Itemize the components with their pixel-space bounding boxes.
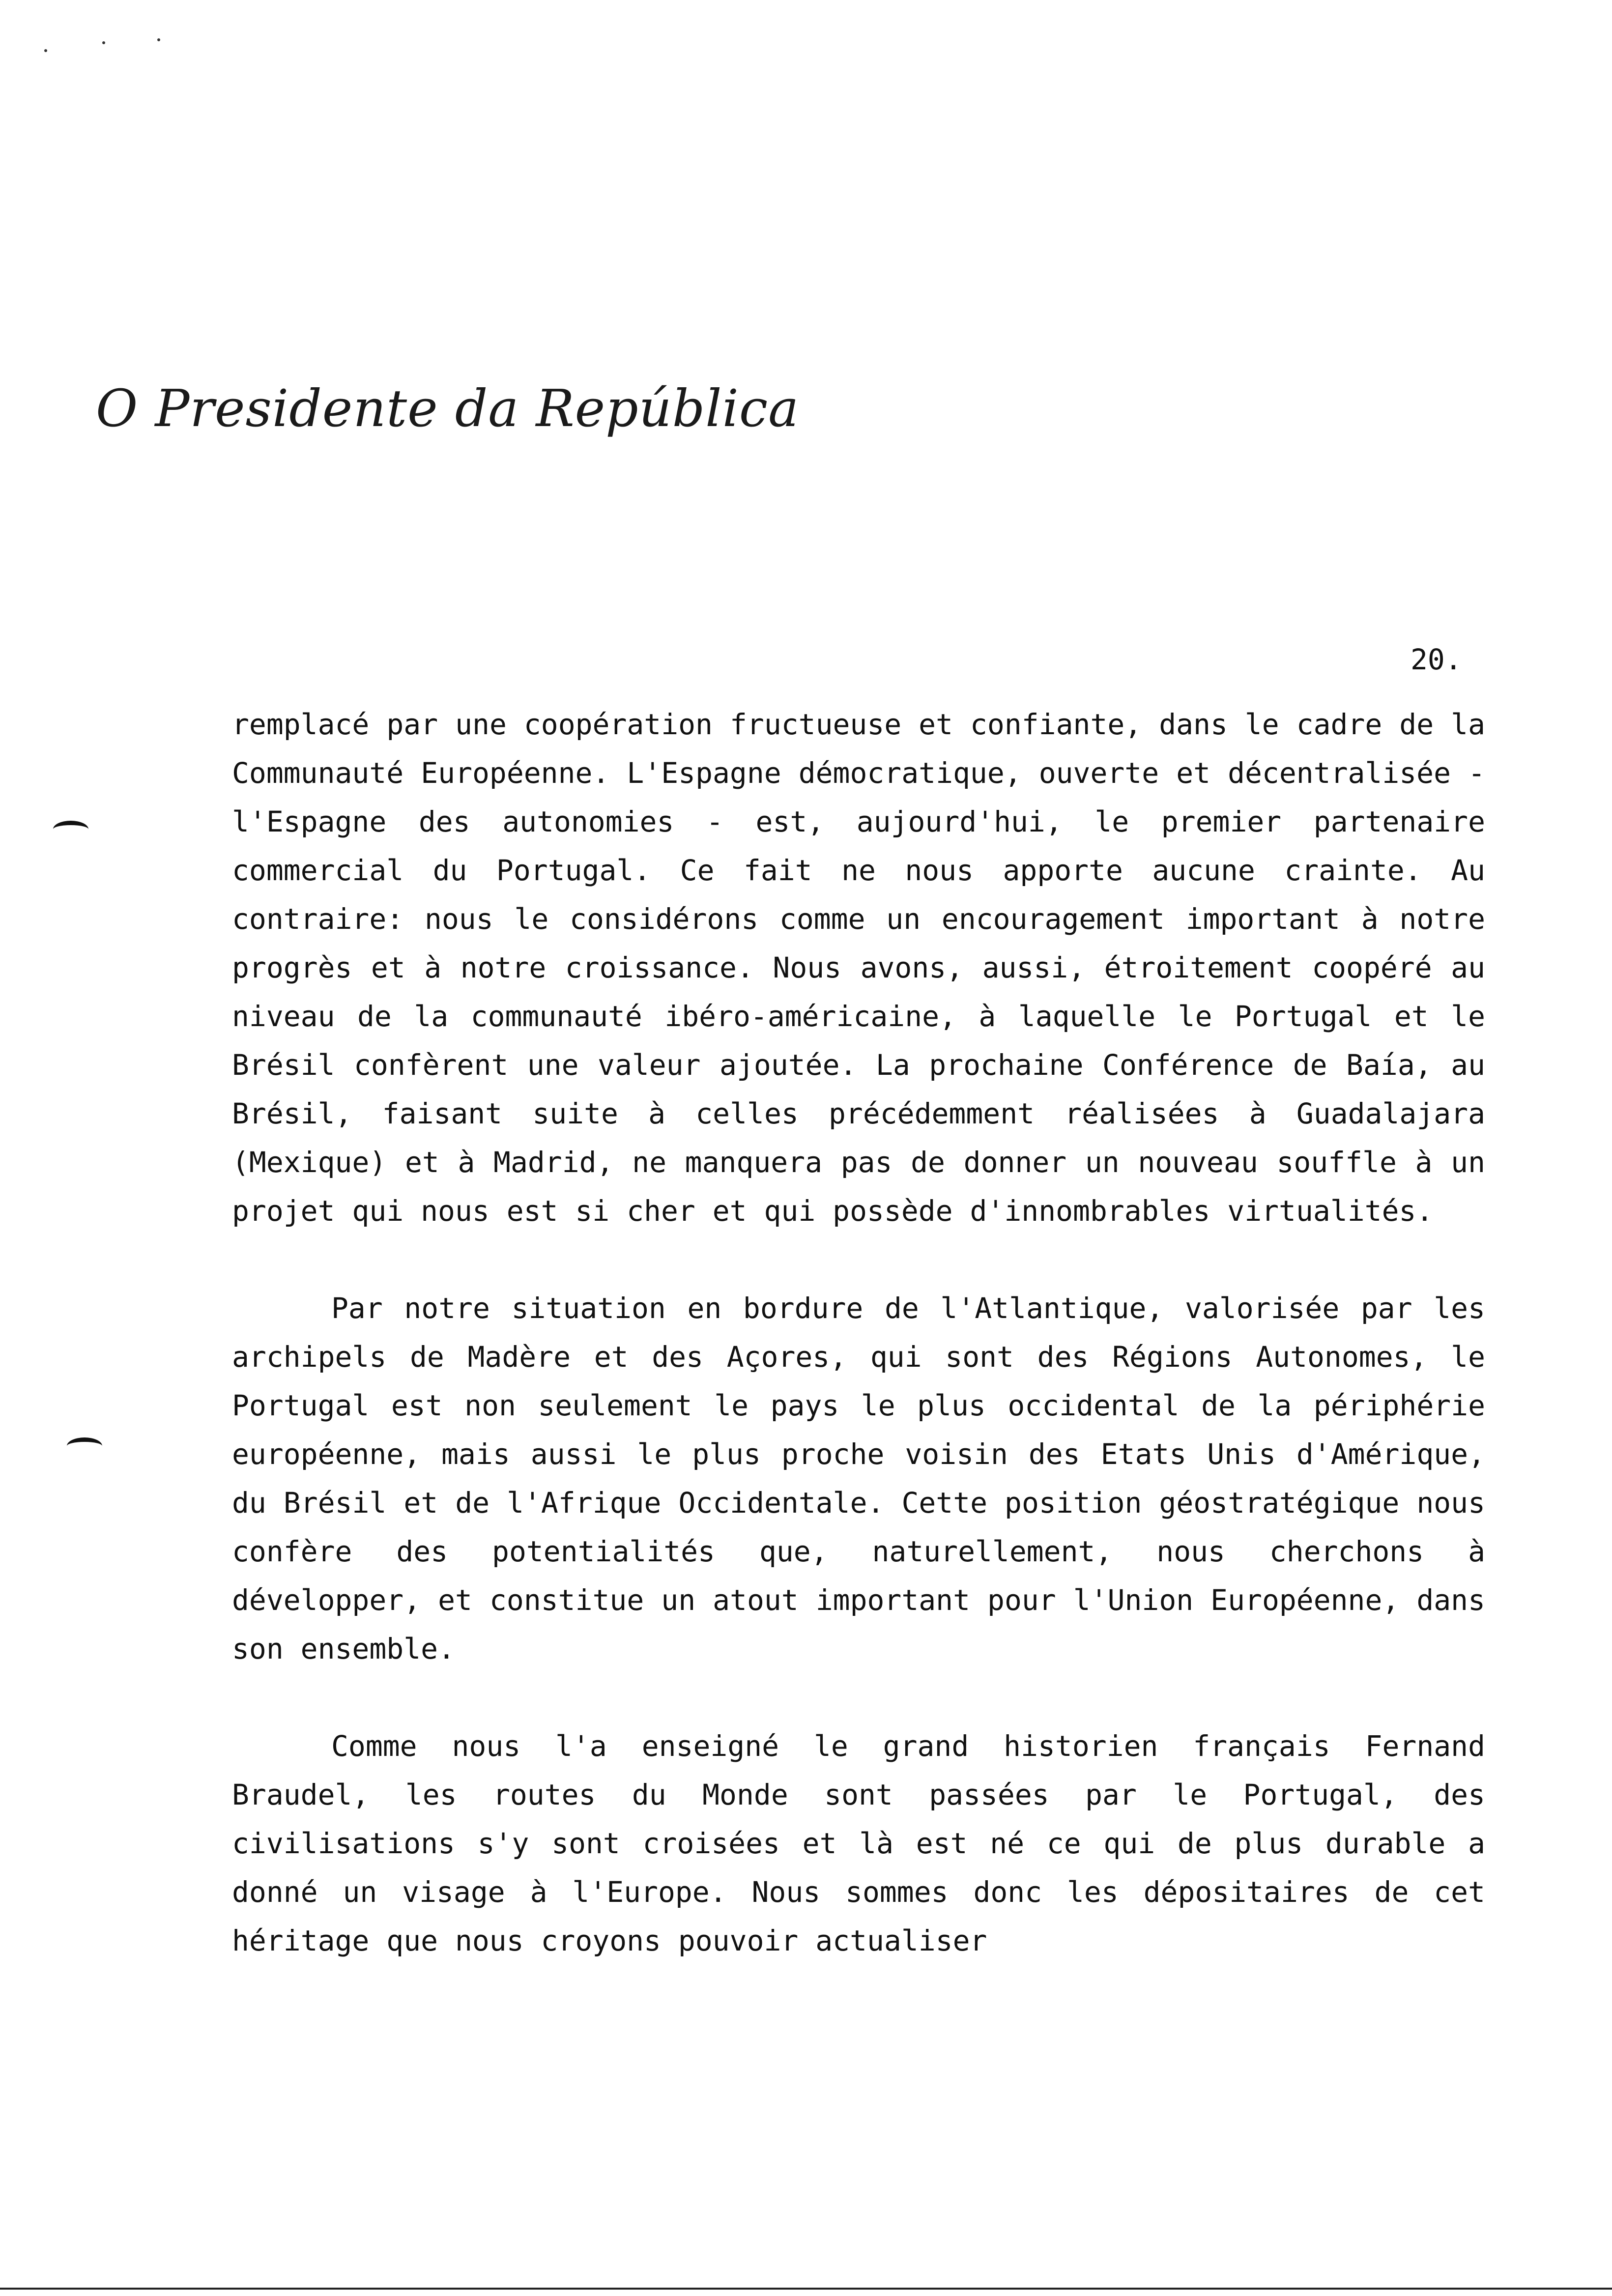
letterhead-title: O Presidente da República — [96, 378, 800, 438]
page-number: 20. — [1410, 643, 1462, 676]
margin-mark — [53, 821, 88, 838]
scan-speck — [157, 38, 160, 41]
scan-speck — [102, 41, 105, 44]
paragraph: Comme nous l'a enseigné le grand historien français Fernand Braudel, les routes du Monde sont passées par le Portugal, des civilisations s'y sont croisées et là est né ce qui de plus durable a donné un visage à l'Europe. Nous sommes donc les dépositaires de cet héritage que nous croyons pouvoir actualiser — [232, 1729, 1485, 1957]
bottom-scan-edge — [0, 2288, 1612, 2290]
document-body — [232, 700, 1485, 1965]
scan-speck — [44, 49, 47, 52]
paragraph: remplacé par une coopération fructueuse et confiante, dans le cadre de la Communauté Européenne. L'Espagne démocratique, ouverte et décentralisée - l'Espagne des autonomies - est, aujourd'hui, le premier partenaire commercial du Portugal. Ce fait ne nous apporte aucune crainte. Au contraire: nous le considérons comme un encouragement important à notre progrès et à notre croissance. Nous avons, aussi, étroitement coopéré au niveau de la communauté ibéro-américaine, à laquelle le Portugal et le Brésil confèrent une valeur ajoutée. La prochaine Conférence de Baía, au Brésil, faisant suite à celles précédemment réalisées à Guadalajara (Mexique) et à Madrid, ne manquera pas de donner un nouveau souffle à un projet qui nous est si cher et qui possède d'innombrables virtualités. — [232, 708, 1485, 1228]
paragraph: Par notre situation en bordure de l'Atlantique, valorisée par les archipels de Madère et des Açores, qui sont des Régions Autonomes, le Portugal est non seulement le pays le plus occidental de la périphérie européenne, mais aussi le plus proche voisin des Etats Unis d'Amérique, du Brésil et de l'Afrique Occidentale. Cette position géostratégique nous confère des potentialités que, naturellement, nous cherchons à développer, et constitue un atout important pour l'Union Européenne, dans son ensemble. — [232, 1292, 1485, 1665]
margin-mark — [67, 1437, 102, 1455]
